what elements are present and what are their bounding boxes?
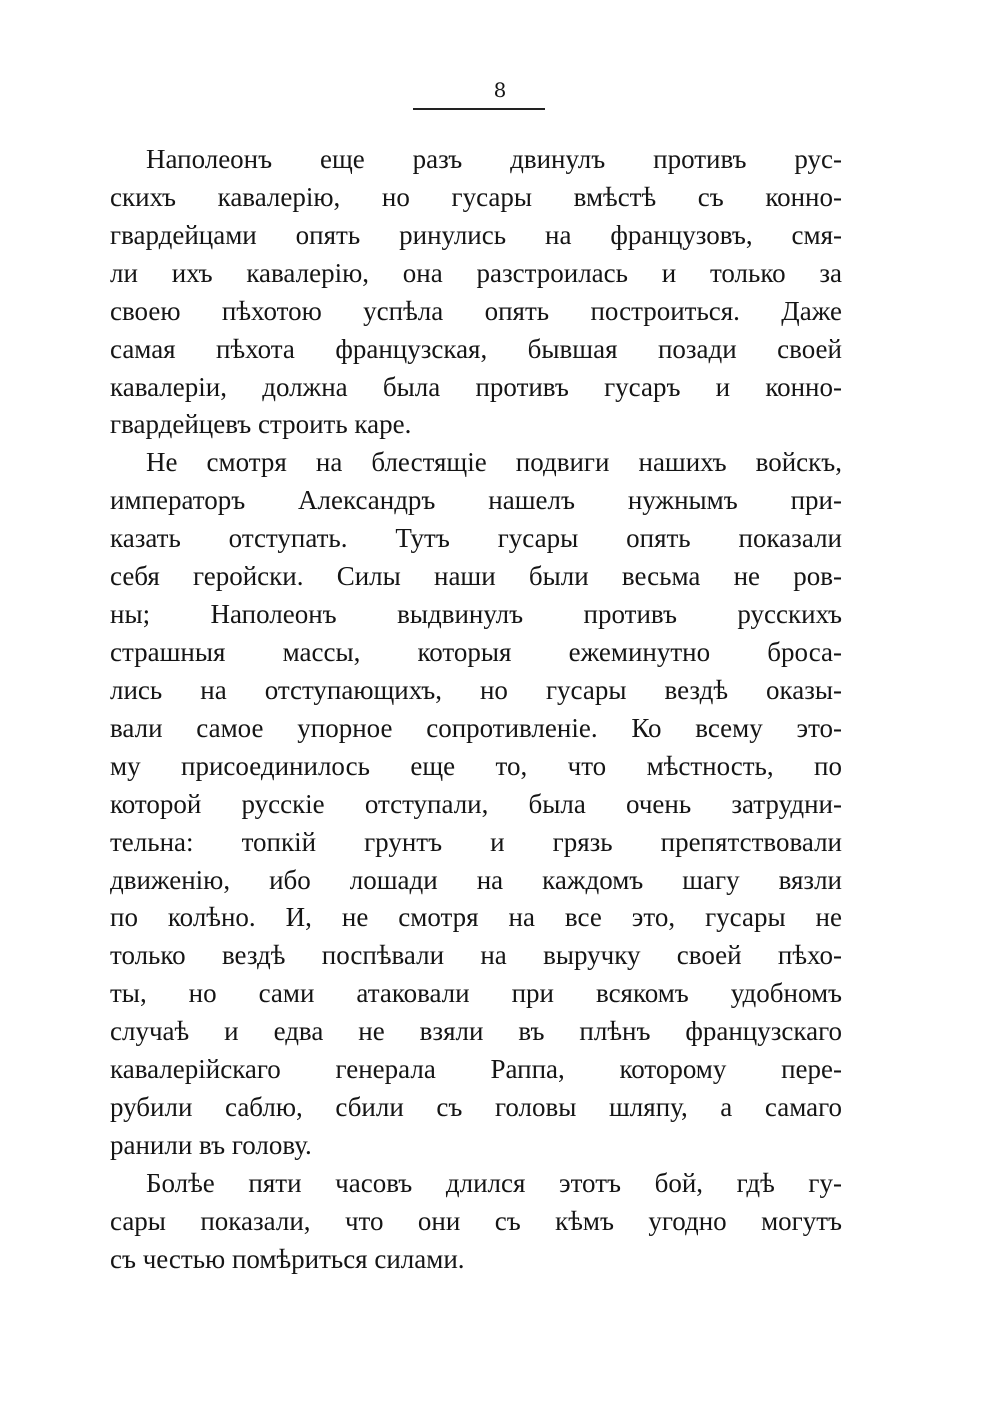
text-line: императоръ Александръ нашелъ нужнымъ при- <box>110 485 842 516</box>
text-line: тельна: топкій грунтъ и грязь препятствовали <box>110 826 842 857</box>
text-line: скихъ кавалерію, но гусары вмѣстѣ съ конно- <box>110 181 842 212</box>
text-line: рубили саблю, сбили съ головы шляпу, а самаго <box>110 1092 842 1123</box>
text-line: сары показали, что они съ кѣмъ угодно могутъ <box>110 1205 842 1236</box>
text-line: случаѣ и едва не взяли въ плѣнъ французскаго <box>110 1016 842 1047</box>
text-line: Болѣе пяти часовъ длился этотъ бой, гдѣ гу- <box>146 1167 842 1198</box>
text-line: которой русскіе отступали, была очень затрудни- <box>110 788 842 819</box>
text-line: кавалерійскаго генерала Раппа, которому пере- <box>110 1054 842 1085</box>
text-line: своею пѣхотою успѣла опять построиться. Даже <box>110 295 842 326</box>
text-line: лись на отступающихъ, но гусары вездѣ оказы- <box>110 674 842 705</box>
text-line: вали самое упорное сопротивленіе. Ко всему это- <box>110 712 842 743</box>
text-line: себя геройски. Силы наши были весьма не ров- <box>110 561 842 592</box>
text-line: только вездѣ поспѣвали на выручку своей пѣхо- <box>110 940 842 971</box>
text-line: ты, но сами атаковали при всякомъ удобномъ <box>110 978 842 1009</box>
text-line: самая пѣхота французская, бывшая позади своей <box>110 333 842 364</box>
paragraph <box>110 1165 842 1279</box>
text-line: Не смотря на блестящіе подвиги нашихъ войскъ, <box>146 447 842 478</box>
text-line: ли ихъ кавалерію, она разстроилась и только за <box>110 257 842 288</box>
text-line: казать отступать. Тутъ гусары опять показали <box>110 523 842 554</box>
text-line: по колѣно. И, не смотря на все это, гусары не <box>110 902 842 933</box>
paragraph <box>110 444 842 1165</box>
body-text <box>110 141 842 1279</box>
header-rule <box>413 108 545 110</box>
text-line: ранили въ голову. <box>110 1129 312 1160</box>
text-line: му присоединилось еще то, что мѣстность, по <box>110 750 842 781</box>
text-line: кавалеріи, должна была противъ гусаръ и конно- <box>110 371 842 402</box>
text-line: гвардейцами опять ринулись на французовъ, смя- <box>110 219 842 250</box>
text-line: Наполеонъ еще разъ двинулъ противъ рус- <box>146 144 842 174</box>
text-line: съ честью помѣриться силами. <box>110 1243 465 1274</box>
text-line: страшныя массы, которыя ежеминутно броса- <box>110 636 842 667</box>
text-line: гвардейцевъ строить каре. <box>110 409 412 440</box>
text-line: ны; Наполеонъ выдвинулъ противъ русскихъ <box>110 599 842 630</box>
text-line: движенію, ибо лошади на каждомъ шагу вязли <box>110 864 842 895</box>
page-number: 8 <box>493 78 507 102</box>
paragraph <box>110 141 842 444</box>
